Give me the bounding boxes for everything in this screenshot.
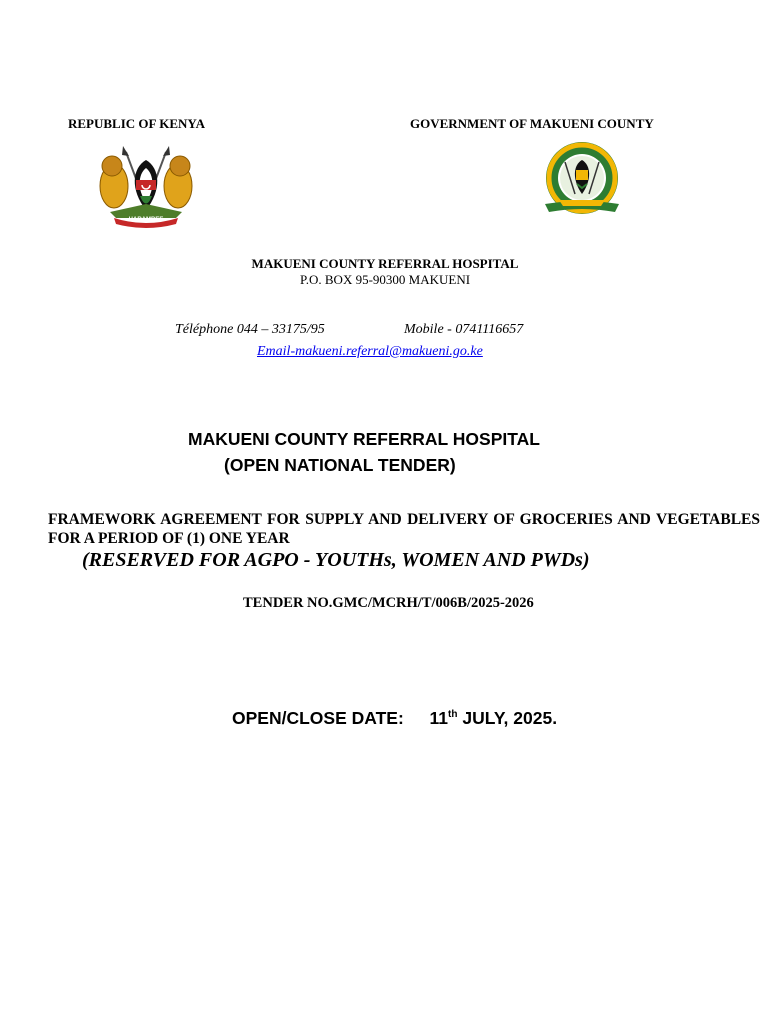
po-box: P.O. BOX 95-90300 MAKUENI <box>299 272 471 287</box>
republic-of-kenya-heading: REPUBLIC OF KENYA <box>68 116 206 131</box>
tender-type: (OPEN NATIONAL TENDER) <box>224 455 456 475</box>
telephone-line: Téléphone 044 – 33175/95 <box>175 322 325 337</box>
mobile-line: Mobile - 0741116657 <box>404 322 524 337</box>
date-rest: JULY, 2025. <box>462 708 558 728</box>
tender-title: MAKUENI COUNTY REFERRAL HOSPITAL <box>188 429 540 449</box>
email-link[interactable]: Email-makueni.referral@makueni.go.ke <box>257 344 483 359</box>
makueni-county-seal-icon <box>535 140 629 220</box>
reserved-notice: (RESERVED FOR AGPO - YOUTHs, WOMEN AND PWDs) <box>82 549 590 571</box>
date-day: 11 <box>429 708 449 728</box>
harambee-motto: HARAMBEE <box>128 217 164 223</box>
open-close-date <box>232 708 557 729</box>
date-label: OPEN/CLOSE DATE: <box>232 708 404 728</box>
tender-number: TENDER NO.GMC/MCRH/T/006B/2025-2026 <box>243 595 534 611</box>
tender-description: FRAMEWORK AGREEMENT FOR SUPPLY AND DELIVERY OF GROCERIES AND VEGETABLES FOR A PERIOD OF (1) ONE YEAR <box>48 511 760 547</box>
makueni-government-heading: GOVERNMENT OF MAKUENI COUNTY <box>410 116 654 131</box>
date-suffix: th <box>448 709 458 721</box>
hospital-name: MAKUENI COUNTY REFERRAL HOSPITAL <box>251 256 519 271</box>
